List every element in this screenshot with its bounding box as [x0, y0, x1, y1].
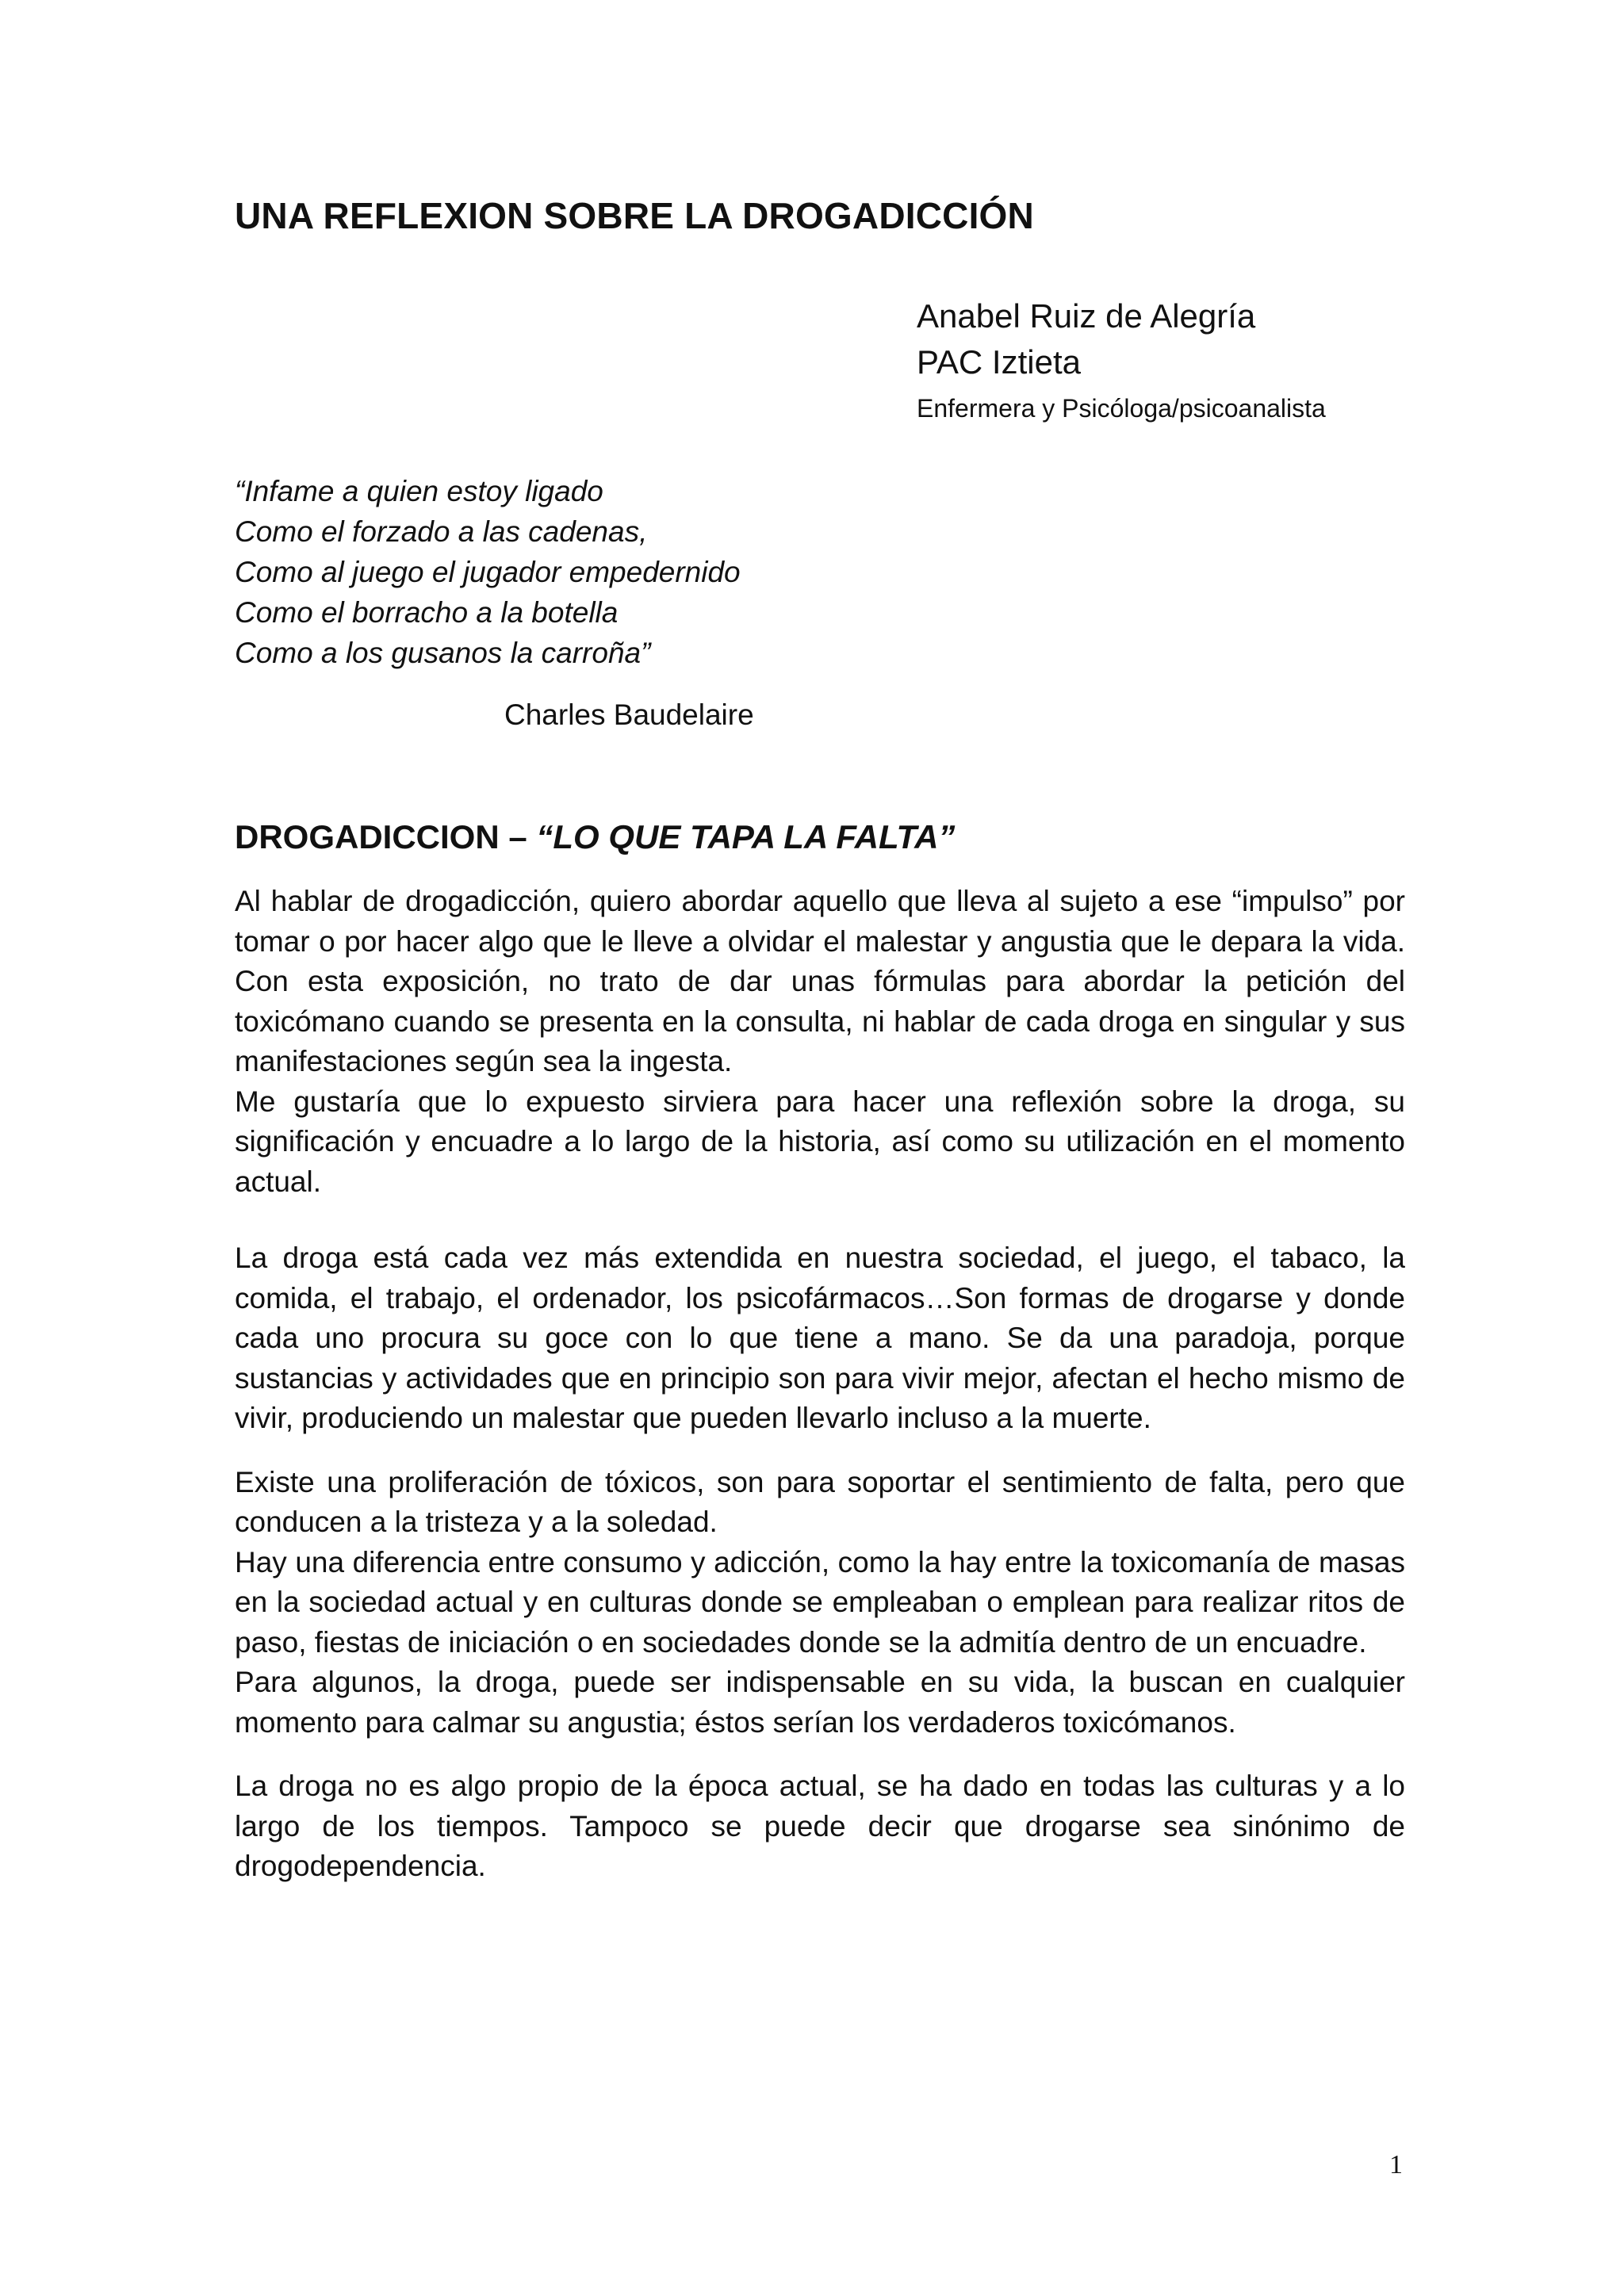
paragraph: Al hablar de drogadicción, quiero abordar aquello que lleva al sujeto a ese “impulso” por tomar o por hacer algo que le lleve a olvidar el malestar y angustia que le depara la vida. Con esta exposición, no trato de dar unas fórmulas para abordar la petición del toxicómano cuando se presenta en la consulta, ni hablar de cada droga en singular y sus manifestaciones según sea la ingesta.: [235, 885, 1405, 1077]
poem-line: Como el borracho a la botella: [235, 596, 619, 629]
poem-line: Como a los gusanos la carroña”: [235, 637, 651, 669]
paragraph-spacer: [235, 1202, 1405, 1238]
author-name: Anabel Ruiz de Alegría: [917, 297, 1256, 335]
section-heading-main: DROGADICCION –: [235, 818, 537, 855]
page-number: 1: [1389, 2150, 1403, 2179]
document-title: UNA REFLEXION SOBRE LA DROGADICCIÓN: [235, 195, 1034, 236]
paragraph-spacer: [235, 1743, 1405, 1766]
author-role: Enfermera y Psicóloga/psicoanalista: [917, 394, 1326, 423]
body-text: [235, 882, 1405, 1887]
section-heading: [235, 818, 955, 856]
paragraph: Para algunos, la droga, puede ser indispensable en su vida, la buscan en cualquier momento para calmar su angustia; éstos serían los verdaderos toxicómanos.: [235, 1666, 1405, 1739]
author-affiliation: PAC Iztieta: [917, 343, 1081, 381]
epigraph-attribution: Charles Baudelaire: [504, 698, 754, 731]
paragraph: La droga está cada vez más extendida en nuestra sociedad, el juego, el tabaco, la comida, el trabajo, el ordenador, los psicofármacos…Son formas de drogarse y donde cada uno procura su goce con lo que tiene a mano. Se da una paradoja, porque sustancias y actividades que en principio son para vivir mejor, afectan el hecho mismo de vivir, produciendo un malestar que pueden llevarlo incluso a la muerte.: [235, 1242, 1405, 1434]
paragraph: Existe una proliferación de tóxicos, son para soportar el sentimiento de falta, pero que conducen a la tristeza y a la soledad.: [235, 1465, 1405, 1538]
poem-line: Como el forzado a las cadenas,: [235, 515, 648, 548]
paragraph: La droga no es algo propio de la época actual, se ha dado en todas las culturas y a lo largo de los tiempos. Tampoco se puede decir que drogarse sea sinónimo de drogodependencia.: [235, 1770, 1405, 1882]
author-block: [917, 293, 1326, 428]
paragraph: Hay una diferencia entre consumo y adicción, como la hay entre la toxicomanía de masas en la sociedad actual y en culturas donde se empleaban o emplean para realizar ritos de paso, fiestas de iniciación o en sociedades donde se la admitía dentro de un encuadre.: [235, 1545, 1405, 1659]
poem-line: Como al juego el jugador empedernido: [235, 556, 741, 588]
epigraph-poem: [235, 471, 741, 673]
paragraph: Me gustaría que lo expuesto sirviera para hacer una reflexión sobre la droga, su significación y encuadre a lo largo de la historia, así como su utilización en el momento actual.: [235, 1085, 1405, 1198]
poem-line: “Infame a quien estoy ligado: [235, 475, 603, 507]
paragraph-spacer: [235, 1439, 1405, 1463]
section-heading-italic: “LO QUE TAPA LA FALTA”: [536, 818, 956, 855]
